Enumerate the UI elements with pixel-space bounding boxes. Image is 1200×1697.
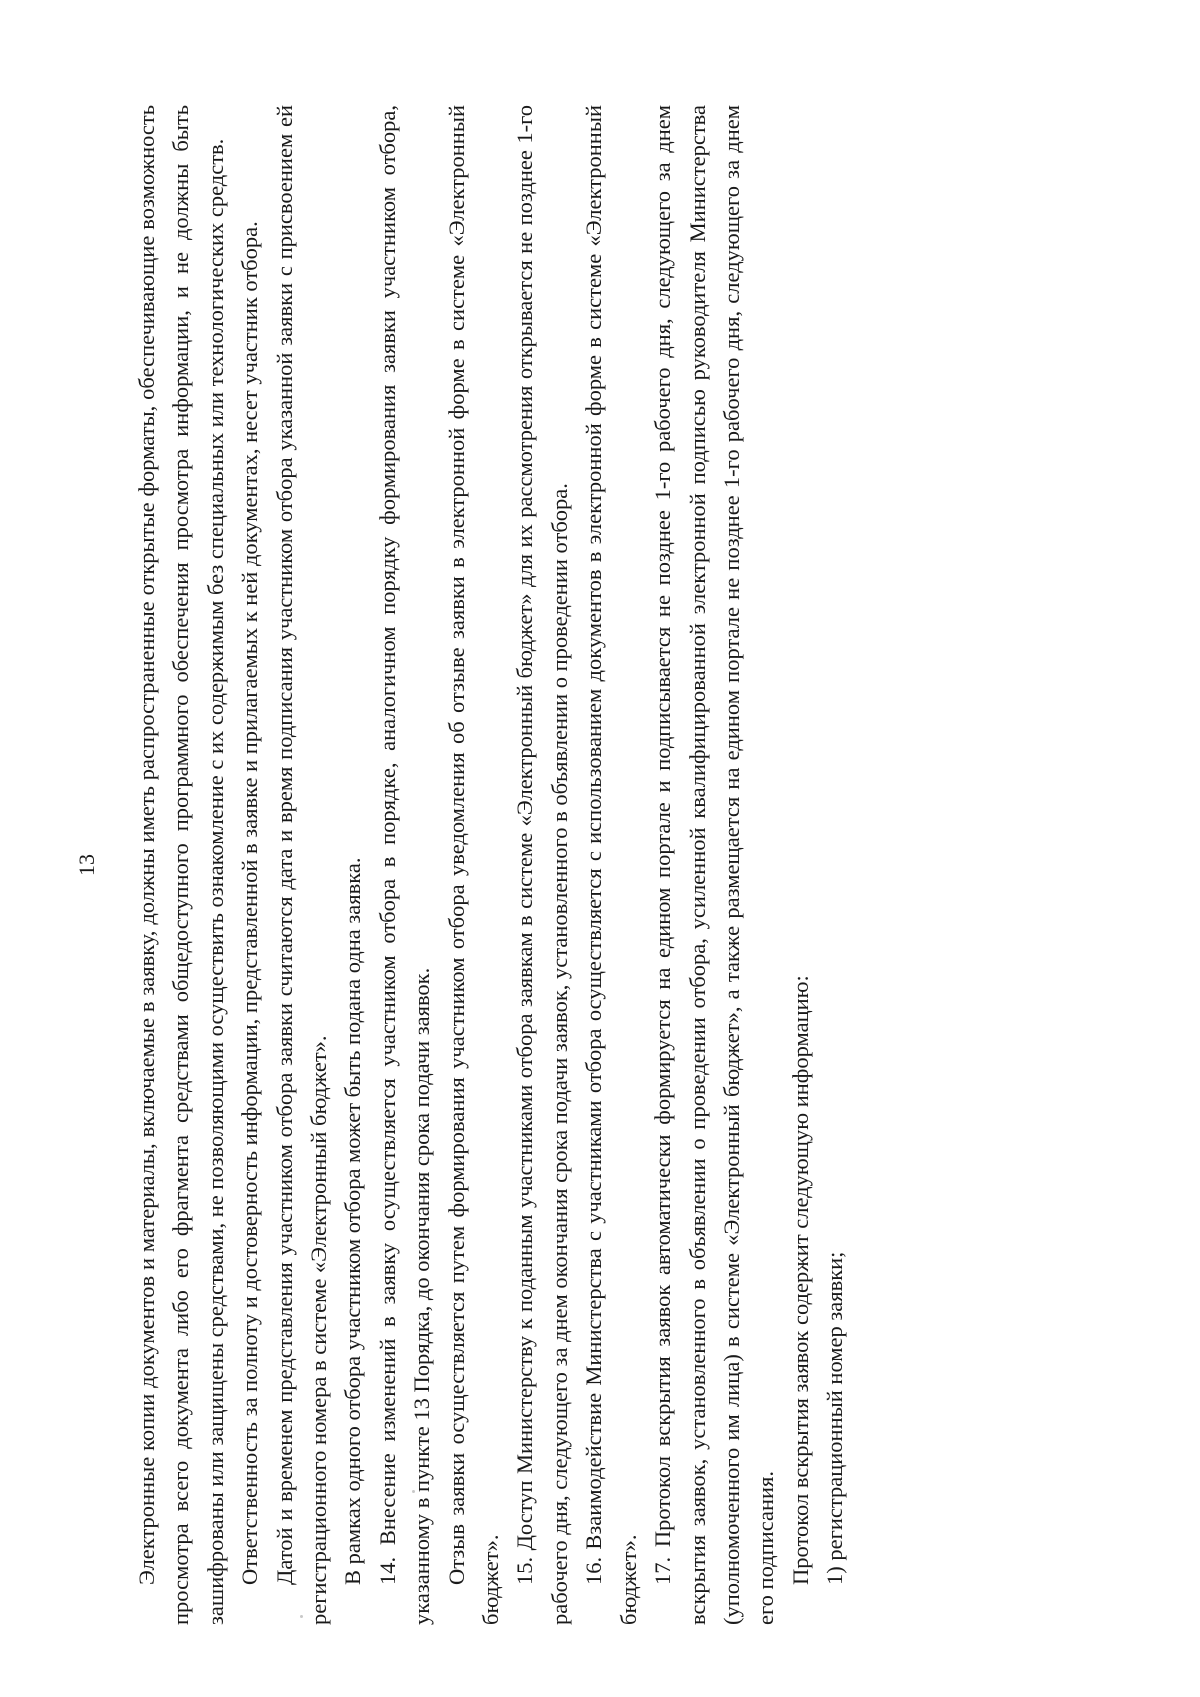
rotated-text-block xyxy=(74,105,970,1625)
paragraph-protocol-contents: Протокол вскрытия заявок содержит следующую информацию: xyxy=(787,975,813,1585)
page-number: 13 xyxy=(74,854,99,876)
list-item-registration-number: 1) регистрационный номер заявки; xyxy=(822,1251,848,1585)
paragraph-17-protocol: 17. Протокол вскрытия заявок автоматически формируется на едином портале и подписывается не позднее 1-го рабочего дня, следующего за днем вскрытия заявок, установленного в объявлении о проведении отбора, усиленной квалифицированной электронной подписью руководителя Министерства (уполномоченного им лица) в системе «Электронный бюджет», а также размещается на едином портале не позднее 1-го рабочего дня, следующего за днем его подписания. xyxy=(650,105,779,1625)
paragraph-submission-date: Датой и временем представления участником отбора заявки считаются дата и время подписания участником отбора указанной заявки с присвоением ей регистрационного номера в системе «Электронный бюджет». xyxy=(271,105,332,1625)
paragraph-14-changes: 14. Внесение изменений в заявку осуществляется участником отбора в порядке, аналогичном порядку формирования заявки участником отбора, указанному в пункте 13 Порядка, до окончания срока подачи заявок. xyxy=(374,105,435,1625)
paragraph-15-access: 15. Доступ Министерству к поданным участниками отбора заявкам в системе «Электронный бюджет» для их рассмотрения открывается не позднее 1-го рабочего дня, следующего за днем окончания срока подачи заявок, установленного в объявлении о проведении отбора. xyxy=(512,105,572,1625)
paragraph-responsibility: Ответственность за полноту и достоверность информации, представленной в заявке и прилагаемых к ней документах, несет участник отбора. xyxy=(237,221,263,1585)
paragraph-16-interaction: 16. Взаимодействие Министерства с участниками отбора осуществляется с использованием документов в электронной форме в системе «Электронный бюджет». xyxy=(581,105,641,1625)
paragraph-one-application: В рамках одного отбора участником отбора может быть подана одна заявка. xyxy=(340,857,366,1585)
paragraph-electronic-copies: Электронные копии документов и материалы, включаемые в заявку, должны иметь распространенные открытые форматы, обеспечивающие возможность просмотра всего документа либо его фрагмента средствами общедоступного программного обеспечения просмотра информации, и не должны быть зашифрованы или защищены средствами, не позволяющими осуществить ознакомление с их содержимым без специальных или технологических средств. xyxy=(134,105,228,1625)
paragraph-withdrawal: Отзыв заявки осуществляется путем формирования участником отбора уведомления об отзыве заявки в электронной форме в системе «Электронный бюджет». xyxy=(443,105,504,1625)
